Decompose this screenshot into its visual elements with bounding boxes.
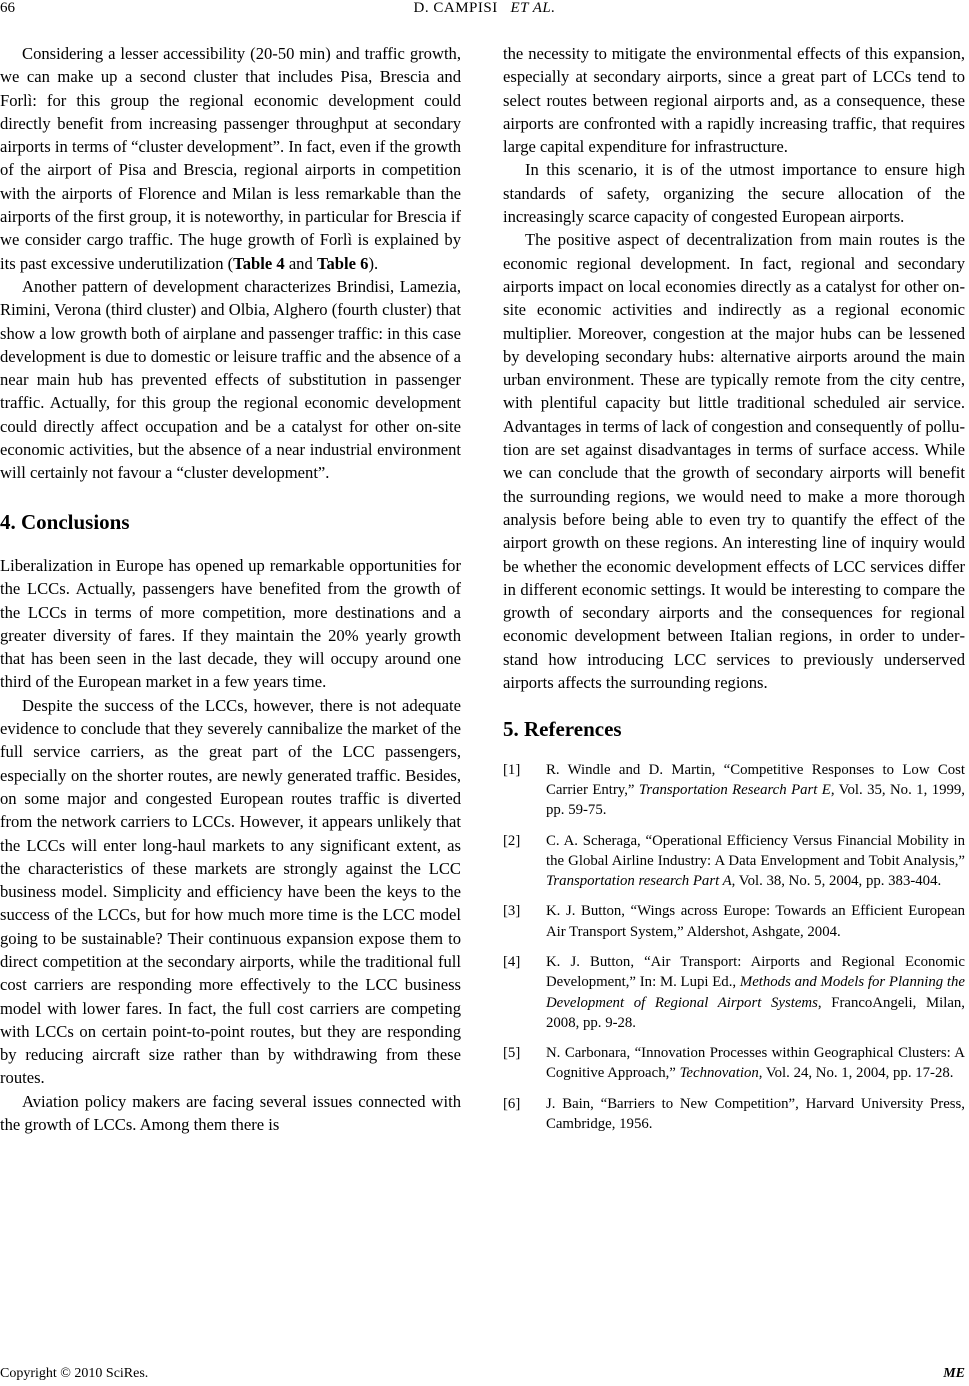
paragraph: Considering a lesser accessibility (20-50 min) and traffic growth, we can make up a second cluster that includes Pisa, Brescia and Forlì: for this group the regional economic development could directly benefit from increasing passenger throughput at secondary airports in terms of “cluster development”. In fact, even if the growth of the airport of Pisa and Brescia, regional airports in competition with the airports of Florence and Milan is less remarkable than the airports of the first group, it is noteworthy, in particular for Brescia if we consider cargo traffic. The huge growth of Forlì is explained by its past excessive underutilization (Table 4 and Table 6). <box>0 44 461 273</box>
reference-text: R. Windle and D. Martin, “Competitive Responses to Low Cost Carrier Entry,” Transportation Research Part E, Vol. 35, No. 1, 1999, pp. 59-75. <box>546 761 965 819</box>
journal-abbreviation: ME <box>943 1366 965 1381</box>
reference-number: [3] <box>503 903 521 920</box>
reference-item <box>503 831 965 892</box>
page-number: 66 <box>0 0 15 16</box>
running-title-etal: ET AL. <box>510 0 556 16</box>
reference-item <box>503 1043 965 1084</box>
reference-number: [1] <box>503 761 521 778</box>
reference-text: N. Carbonara, “Innovation Processes within Geographical Clusters: A Cognitive Approach,” Technovation, Vol. 24, No. 1, 2004, pp. 17-28. <box>546 1045 965 1082</box>
table-4-reference: Table 4 <box>233 253 285 273</box>
reference-item <box>503 901 965 942</box>
paragraph: Aviation policy makers are facing several issues connected with the growth of LCCs. Among them there is <box>0 1091 461 1135</box>
reference-text: K. J. Button, “Air Transport: Airports and Regional Economic Development,” In: M. Lupi Ed., Methods and Models for Planning the Development of Regional Airport Systems, FrancoAngeli, Milan, 2008, pp. 9-28. <box>546 953 965 1031</box>
reference-item <box>503 760 965 821</box>
left-column <box>0 42 461 1136</box>
paragraph: the necessity to mitigate the environmental effects of this expansion, especially at secondary airports, since a great part of LCCs tend to select routes between regional airports and, as a consequence, these airports are confronted with a rapidly increasing traffic, that requires large capital expenditure for infrastructure. <box>503 44 965 157</box>
reference-text: C. A. Scheraga, “Operational Efficiency Versus Financial Mobility in the Global Airline Industry: A Data Envelopment and Tobit Analysis,” Transportation research Part A, Vol. 38, No. 5, 2004, pp. 383-404. <box>546 832 965 890</box>
paragraph: Liberalization in Europe has opened up remarkable opportunities for the LCCs. Actually, passengers have benefited from the growth of the LCCs in terms of more competition, more destinations and a greater diversity of fares. If they maintain the 20% yearly growth that has been seen in the last decade, they will occupy around one third of the European market in a few years time. <box>0 555 461 692</box>
section-heading-references: 5. References <box>503 717 622 742</box>
copyright-notice: Copyright © 2010 SciRes. <box>0 1366 149 1381</box>
paragraph: Despite the success of the LCCs, however, there is not adequate evidence to conclude that they severely cannibalize the market of the full service carriers, as the great part of the LCC passengers, especially on the shorter routes, are newly generated traffic. Besides, on some major and congested European routes traffic is diverted from the network carriers to LCCs. However, it appears unlikely that the LCCs will enter long-haul markets to any significant extent, as the characteristics of these markets are strongly against the LCC business model. Simplicity and efficiency have been the keys to the success of the LCCs, but for how much more time is the LCC model going to be sustainable? Their continuous expansion expose them to direct competition at the secondary airports, while the traditional full cost carriers are responding more effectively to the LCC business model with lower fares. In fact, the full cost carriers are competing with LCCs on certain point-to-point routes, but they are responding by reducing aircraft size rather than by withdrawing from these routes. <box>0 695 461 1088</box>
reference-number: [4] <box>503 953 521 970</box>
paragraph: Another pattern of development characterizes Brindisi, Lamezia, Rimini, Verona (third cluster) and Olbia, Alghero (fourth cluster) that show a low growth both of airplane and passenger traffic: in this case development is due to domestic or leisure traffic and the absence of a near main hub has prevented effects of substitution in passenger traffic. Actually, for this group the regional economic development could directly affect occupation and be a catalyst for other on-site economic activities, but the absence of a near industrial environment will certainly not favour a “cluster development”. <box>0 276 461 483</box>
reference-number: [2] <box>503 832 521 849</box>
reference-list <box>503 760 965 1135</box>
reference-text: K. J. Button, “Wings across Europe: Towards an Efficient European Air Transport System,” Aldershot, Ashgate, 2004. <box>546 903 965 940</box>
running-header <box>0 0 969 26</box>
running-title-authors: D. CAMPISI <box>413 0 498 16</box>
reference-item <box>503 1094 965 1135</box>
paragraph: In this scenario, it is of the utmost importance to ensure high standards of safety, organizing the secure allocation of the increasingly scarce capacity of congested European airports. <box>503 160 965 227</box>
reference-number: [5] <box>503 1045 521 1062</box>
paragraph: The positive aspect of decentralization from main routes is the economic regional development. In fact, regional and secondary airports impact on local economies directly as a catalyst for other on-site economic activities and indirectly as a regional economic multiplier. Moreover, congestion at the major hubs can be lessened by developing secondary hubs: alternative airports around the main urban environment. These are typically remote from the city centre, with plentiful capacity but little traditional scheduled air service. Advantages in terms of lack of congestion and consequently of pollution are set against disadvantages in terms of surface access. While we can conclude that the growth of secondary airports will benefit the surrounding regions, we would need to make a more thorough analysis before being able to even try to quantify the effect of the airport growth on these regions. An interesting line of inquiry would be whether the economic development effects of LCC services differ in different economic settings. It would be interesting to compare the growth of secondary airports and the consequences for regional economic development between Italian regions, in order to understand how introducing LCC services to previously underserved airports affects the surrounding regions. <box>503 230 965 693</box>
right-column <box>503 42 965 1144</box>
reference-item <box>503 952 965 1033</box>
reference-text: J. Bain, “Barriers to New Competition”, Harvard University Press, Cambridge, 1956. <box>546 1095 965 1133</box>
section-heading-conclusions: 4. Conclusions <box>0 509 130 534</box>
table-6-reference: Table 6 <box>316 253 369 273</box>
reference-number: [6] <box>503 1095 521 1112</box>
running-title <box>0 0 969 17</box>
